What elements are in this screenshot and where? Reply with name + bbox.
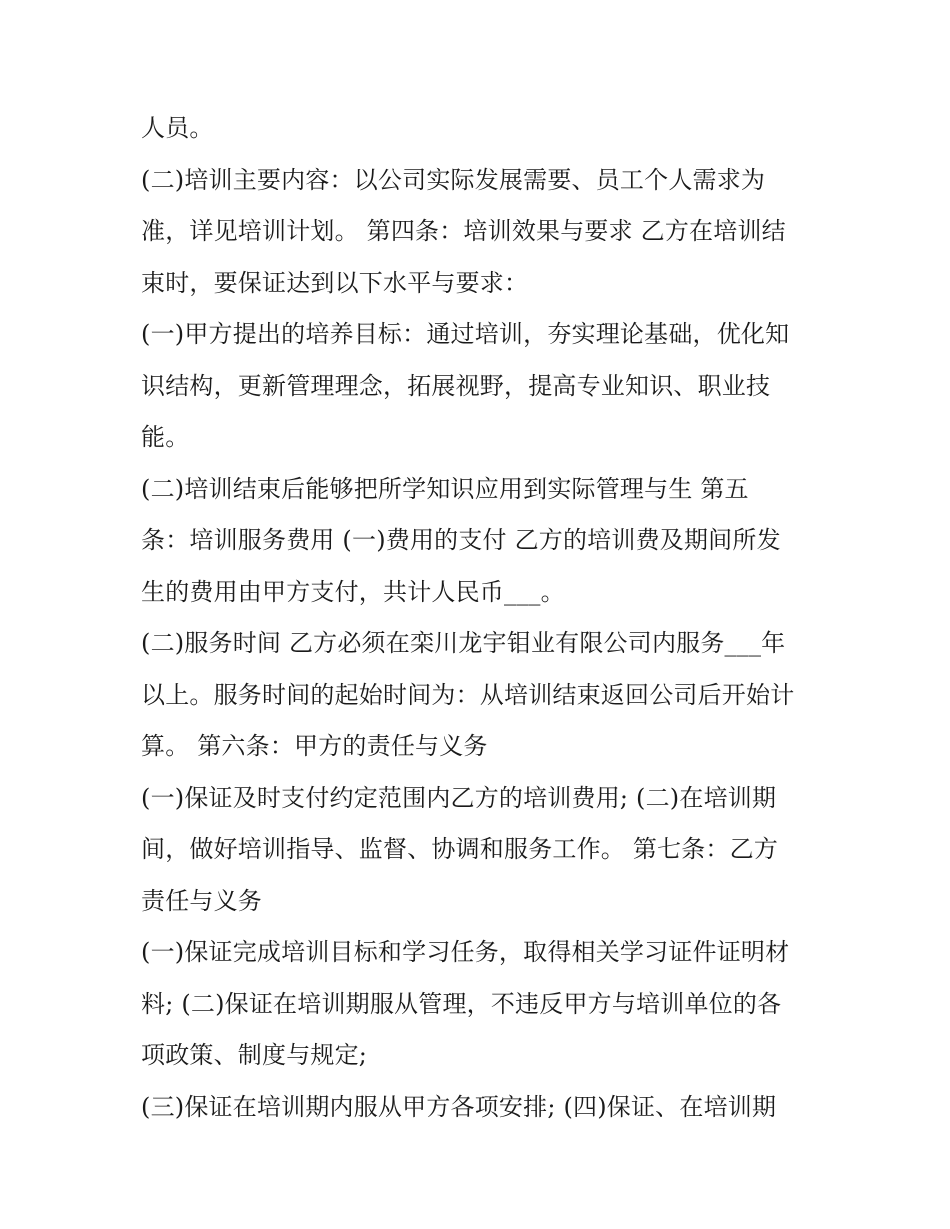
text-line-14: (一)保证及时支付约定范围内乙方的培训费用; (二)在培训期 bbox=[141, 783, 777, 812]
text-line-20: (三)保证在培训期内服从甲方各项安排; (四)保证、在培训期 bbox=[141, 1092, 777, 1121]
text-line-10: 生的费用由甲方支付，共计人民币___。 bbox=[141, 577, 565, 606]
text-line-1: 人员。 bbox=[141, 114, 214, 142]
text-line-2: (二)培训主要内容：以公司实际发展需要、员工个人需求为 bbox=[141, 165, 766, 194]
text-line-9: 条：培训服务费用 (一)费用的支付 乙方的培训费及期间所发 bbox=[141, 526, 781, 554]
text-line-6: 识结构，更新管理理念，拓展视野，提高专业知识、职业技 bbox=[141, 371, 771, 400]
text-line-11: (二)服务时间 乙方必须在栾川龙宇钼业有限公司内服务___年 bbox=[141, 629, 786, 657]
text-line-15: 间，做好培训指导、监督、协调和服务工作。 第七条：乙方 bbox=[141, 835, 779, 863]
text-line-4: 束时，要保证达到以下水平与要求： bbox=[141, 268, 529, 297]
text-line-18: 料; (二)保证在培训期服从管理，不违反甲方与培训单位的各 bbox=[141, 989, 782, 1018]
text-line-16: 责任与义务 bbox=[141, 886, 262, 915]
text-line-19: 项政策、制度与规定; bbox=[141, 1041, 368, 1069]
text-line-3: 准，详见培训计划。 第四条：培训效果与要求 乙方在培训结 bbox=[141, 217, 786, 245]
text-line-8: (二)培训结束后能够把所学知识应用到实际管理与生 第五 bbox=[141, 474, 749, 503]
text-line-12: 以上。服务时间的起始时间为：从培训结束返回公司后开始计 bbox=[141, 680, 795, 709]
text-line-5: (一)甲方提出的培养目标：通过培训，夯实理论基础，优化知 bbox=[141, 320, 790, 348]
text-line-13: 算。 第六条：甲方的责任与义务 bbox=[141, 732, 488, 760]
text-line-17: (一)保证完成培训目标和学习任务，取得相关学习证件证明材 bbox=[141, 938, 790, 966]
document-body bbox=[141, 103, 821, 1133]
text-line-7: 能。 bbox=[141, 423, 190, 451]
